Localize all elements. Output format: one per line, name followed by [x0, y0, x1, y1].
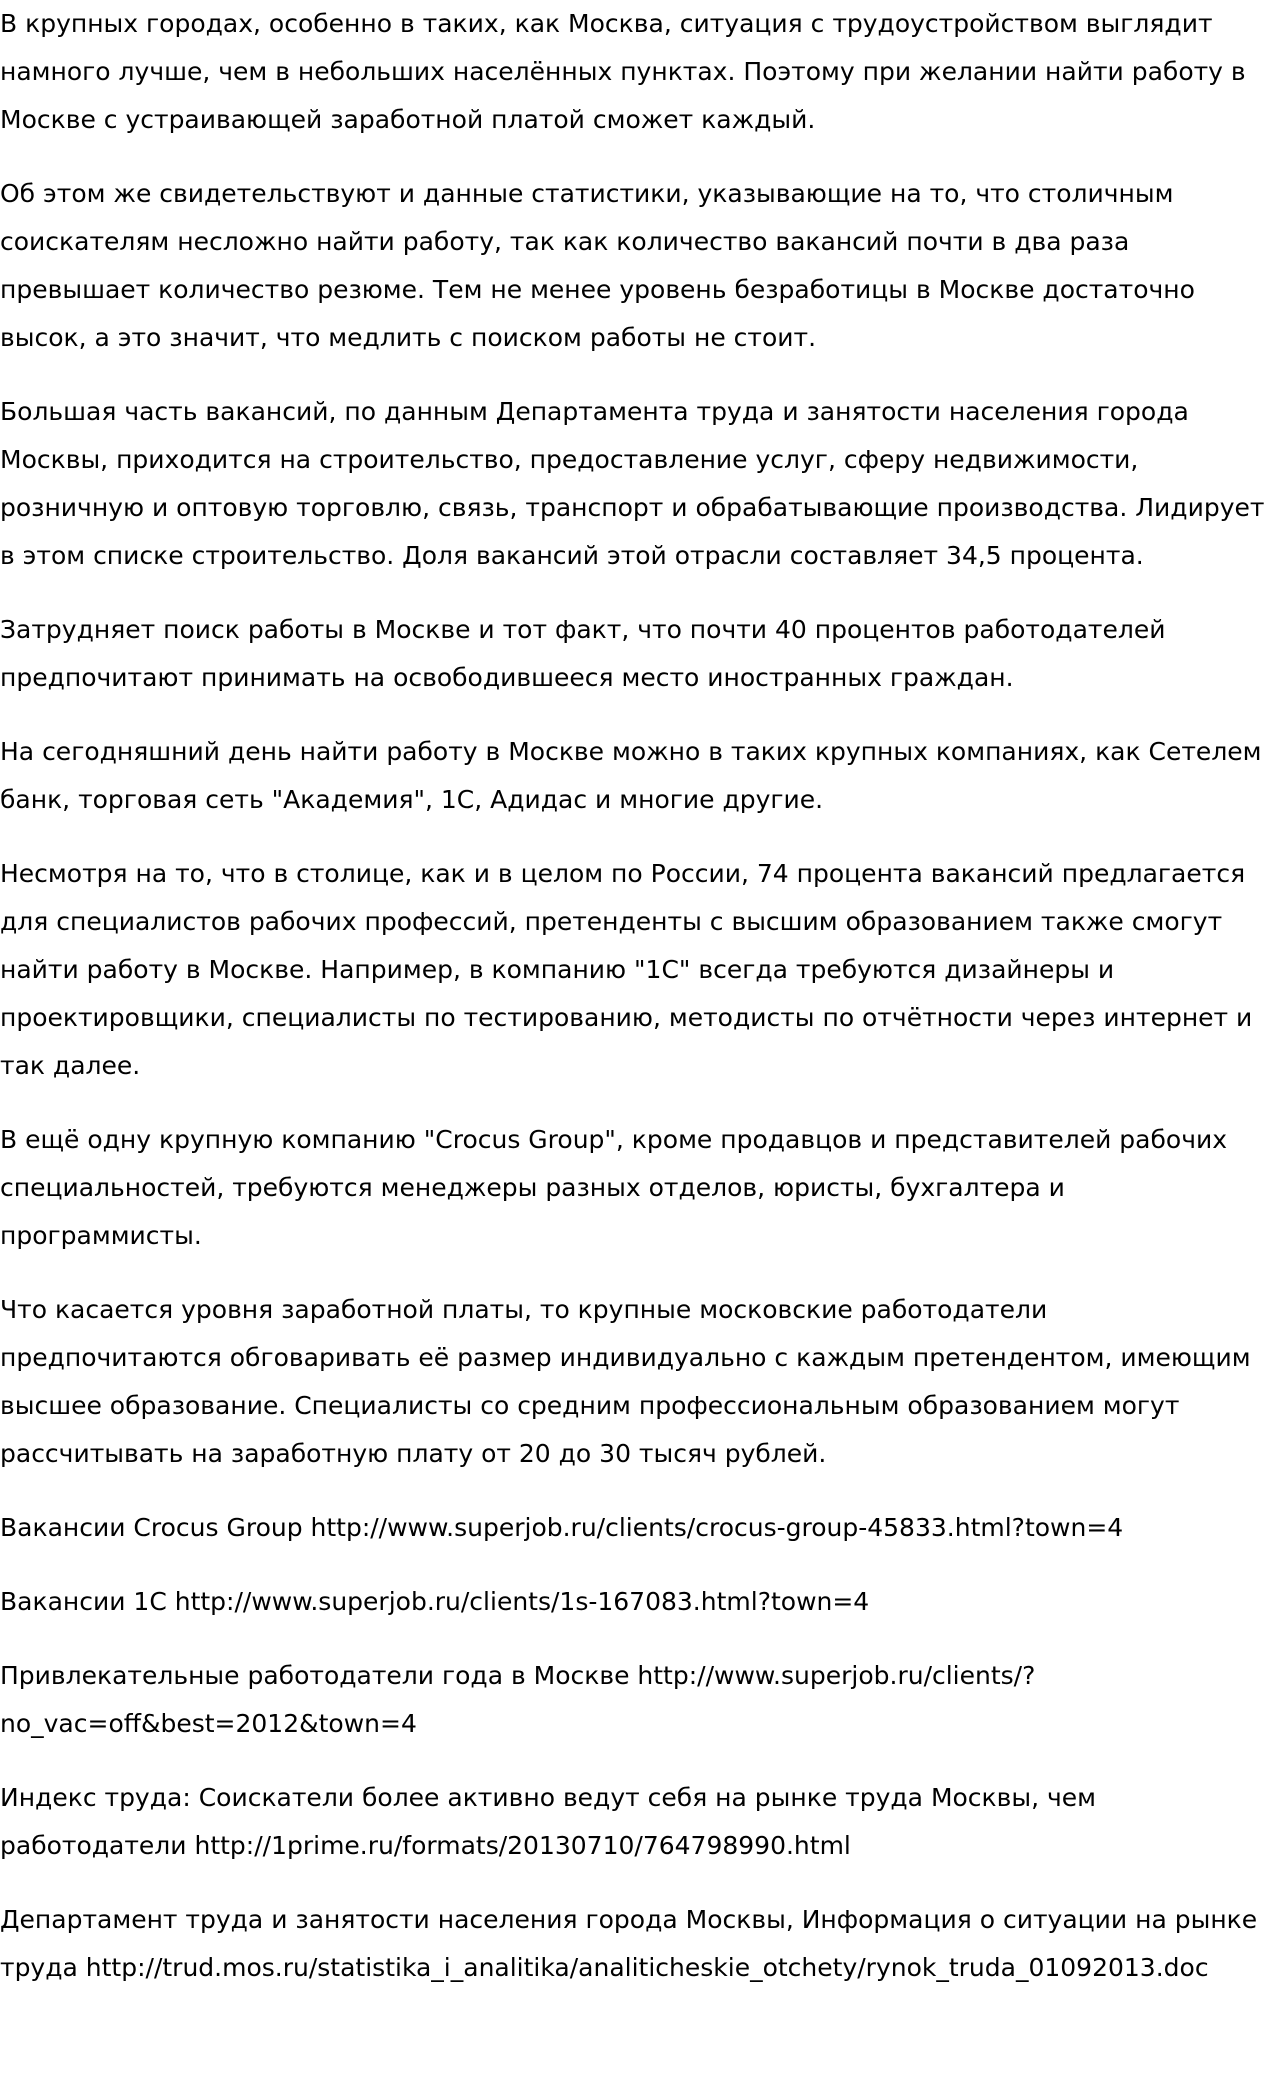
article-paragraph: Что касается уровня заработной платы, то крупные московские работодатели предпочитаются обговаривать её размер индивидуально с каждым претендентом, имеющим высшее образование. Специалисты со средним профессиональным образованием могут рассчитывать на заработную плату от 20 до 30 тысяч рублей.	[0, 1295, 1251, 1468]
article-paragraph: Несмотря на то, что в столице, как и в целом по России, 74 процента вакансий предлагается для специалистов рабочих профессий, претенденты с высшим образованием также смогут найти работу в Москве. Например, в компанию "1С" всегда требуются дизайнеры и проектировщики, специалисты по тестированию, методисты по отчётности через интернет и так далее.	[0, 859, 1253, 1080]
source-link-attractive-employers: Привлекательные работодатели года в Москве http://www.superjob.ru/clients/?no_vac=off&best=2012&town=4	[0, 1661, 1036, 1738]
article-paragraph: В ещё одну крупную компанию "Crocus Group", кроме продавцов и представителей рабочих специальностей, требуются менеджеры разных отделов, юристы, бухгалтера и программисты.	[0, 1125, 1228, 1250]
source-link-crocus-vacancies: Вакансии Crocus Group http://www.superjob.ru/clients/crocus-group-45833.html?town=4	[0, 1513, 1124, 1542]
source-link-1c-vacancies: Вакансии 1С http://www.superjob.ru/clients/1s-167083.html?town=4	[0, 1587, 870, 1616]
article-paragraph: Затрудняет поиск работы в Москве и тот факт, что почти 40 процентов работодателей предпочитают принимать на освободившееся место иностранных граждан.	[0, 615, 1166, 692]
source-link-labor-index: Индекс труда: Соискатели более активно ведут себя на рынке труда Москвы, чем работодатели http://1prime.ru/formats/20130710/764798990.html	[0, 1783, 1097, 1860]
article-paragraph: В крупных городах, особенно в таких, как Москва, ситуация с трудоустройством выглядит намного лучше, чем в небольших населённых пунктах. Поэтому при желании найти работу в Москве с устраивающей заработной платой сможет каждый.	[0, 9, 1246, 134]
article-paragraph: Об этом же свидетельствуют и данные статистики, указывающие на то, что столичным соискателям несложно найти работу, так как количество вакансий почти в два раза превышает количество резюме. Тем не менее уровень безработицы в Москве достаточно высок, а это значит, что медлить с поиском работы не стоит.	[0, 179, 1195, 352]
source-link-labor-department: Департамент труда и занятости населения города Москвы, Информация о ситуации на рынке труда http://trud.mos.ru/statistika_i_analitika/analiticheskie_otchety/rynok_truda_01092013.doc	[0, 1905, 1258, 1982]
article-paragraph: Большая часть вакансий, по данным Департамента труда и занятости населения города Москвы, приходится на строительство, предоставление услуг, сферу недвижимости, розничную и оптовую торговлю, связь, транспорт и обрабатывающие производства. Лидирует в этом списке строительство. Доля вакансий этой отрасли составляет 34,5 процента.	[0, 397, 1265, 570]
article-paragraph: На сегодняшний день найти работу в Москве можно в таких крупных компаниях, как Сетелем банк, торговая сеть "Академия", 1С, Адидас и многие другие.	[0, 737, 1262, 814]
